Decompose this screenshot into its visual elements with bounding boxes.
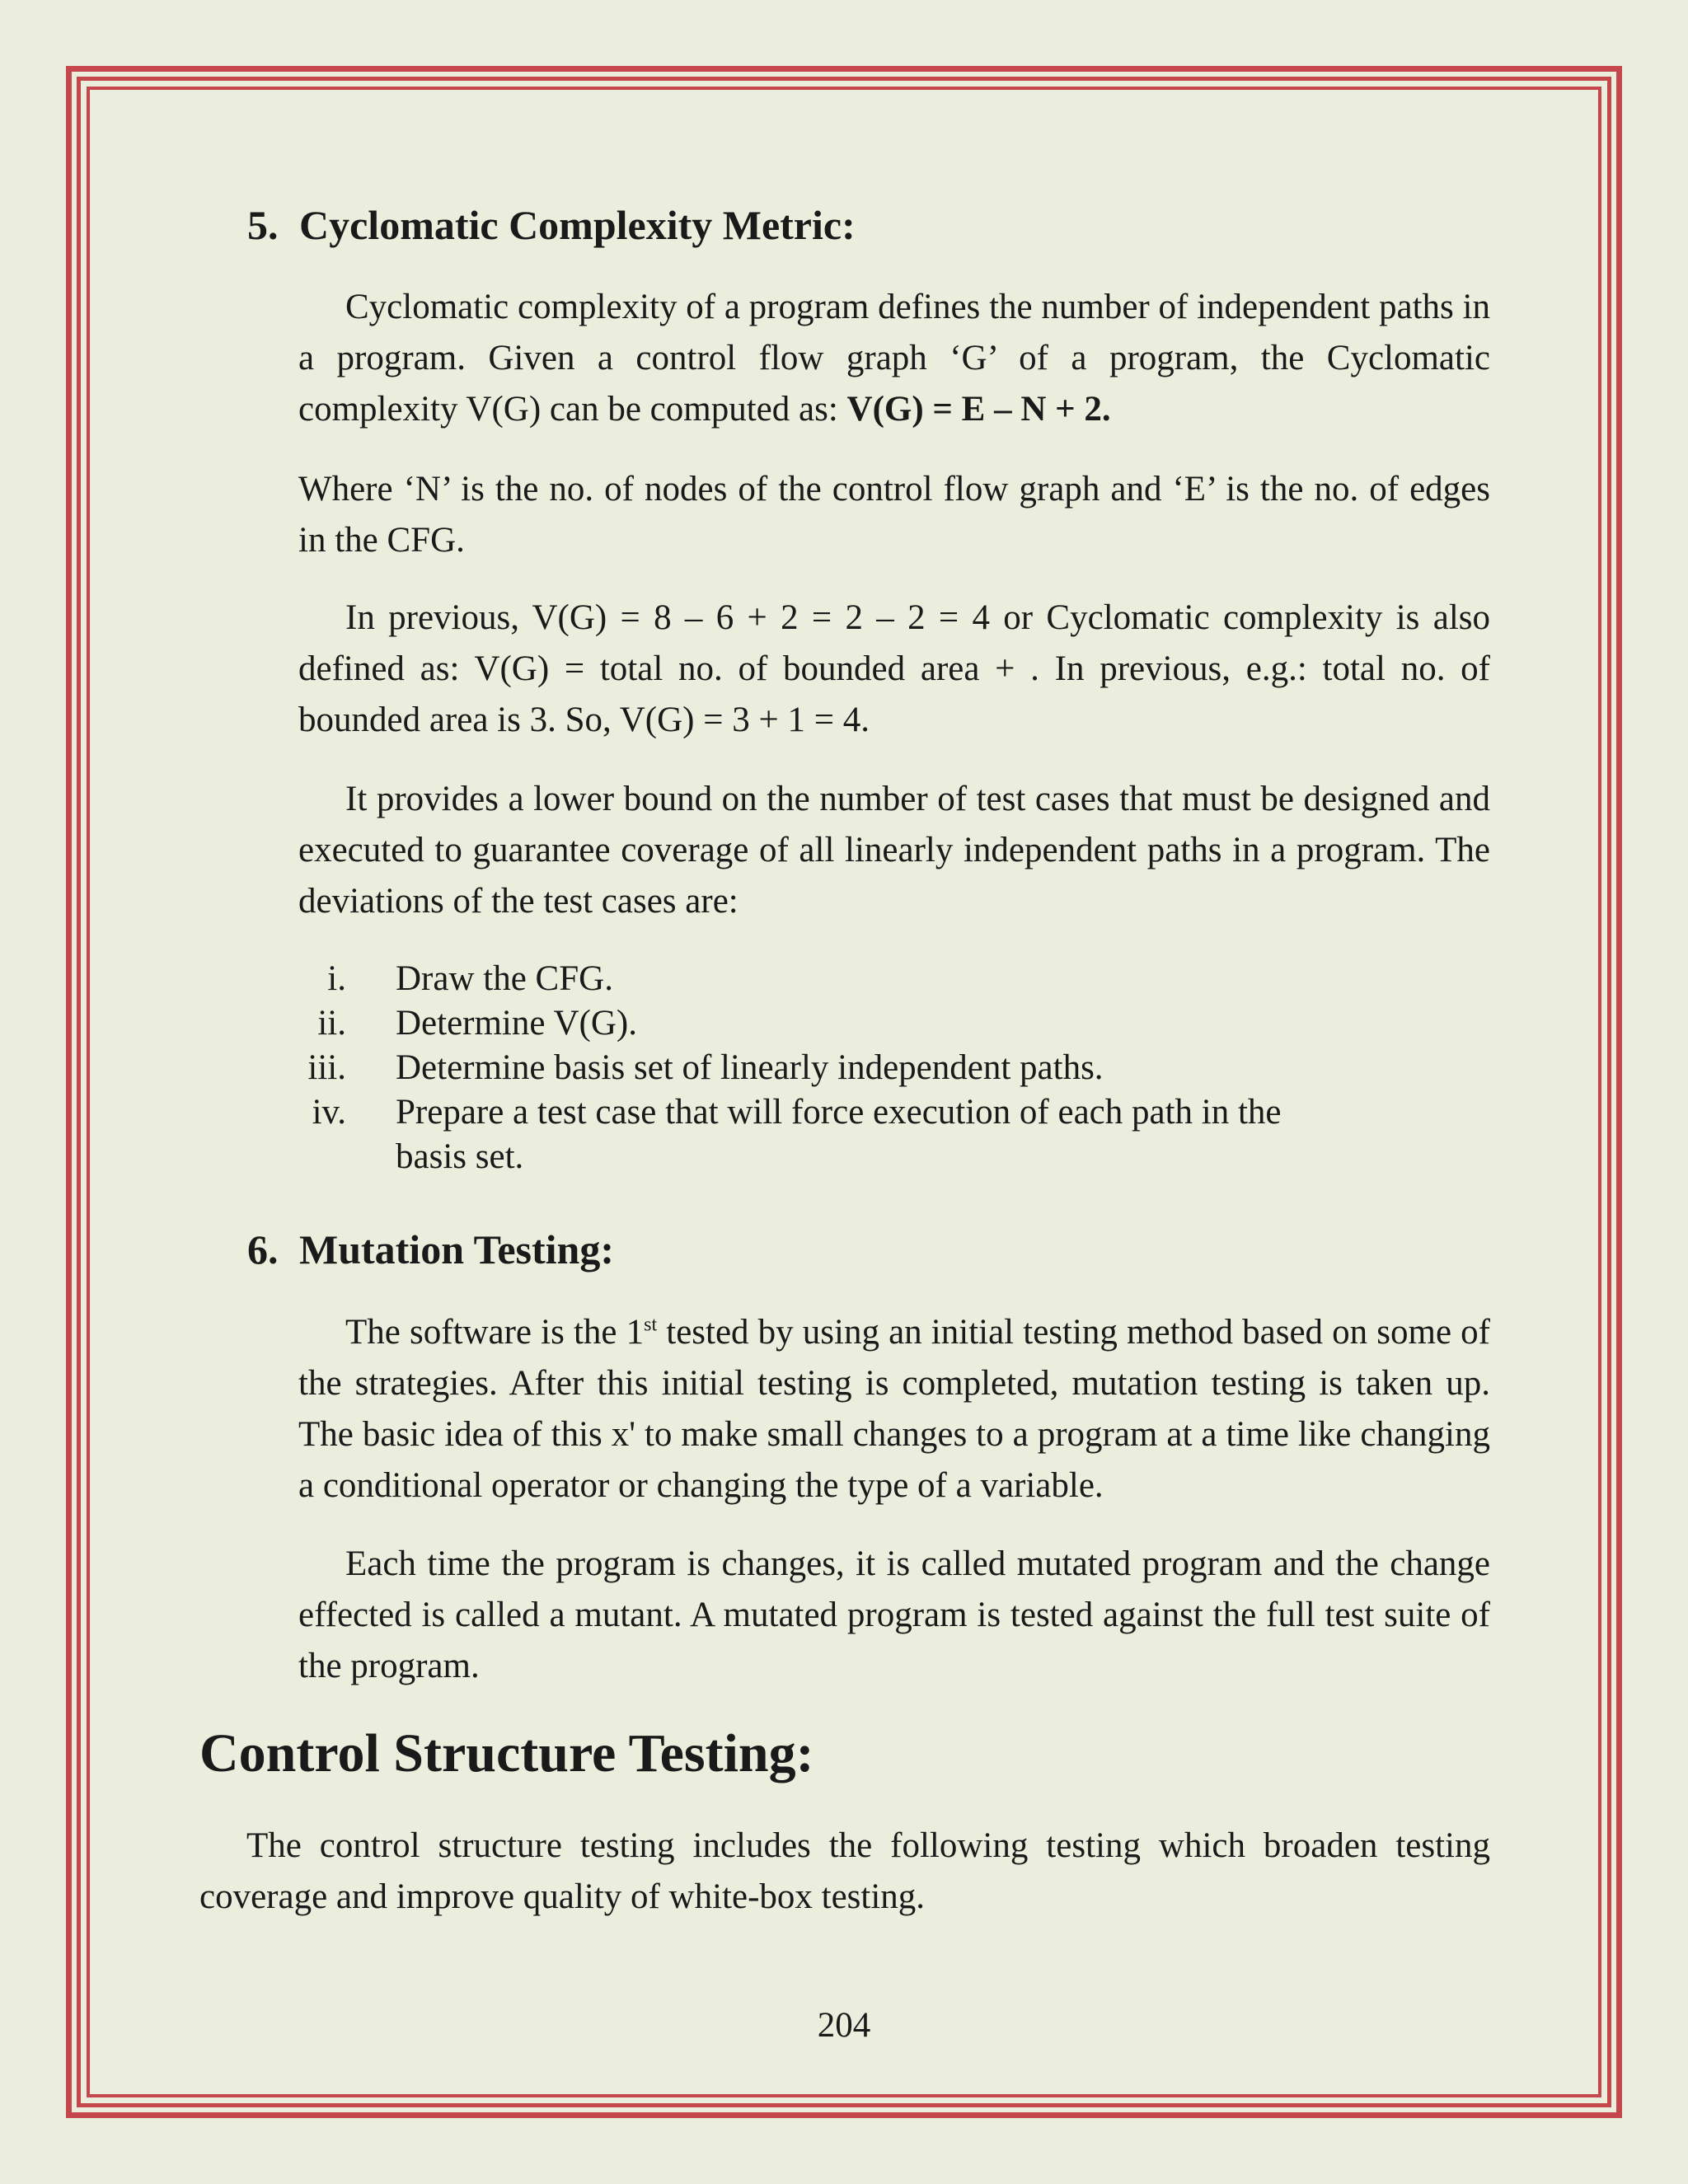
section-6-number: 6. [247, 1226, 279, 1272]
list-item [247, 1046, 1490, 1090]
section-5-paragraph-1 [298, 282, 1490, 435]
list-item [247, 1001, 1490, 1046]
cyclomatic-formula: V(G) = E – N + 2. [846, 390, 1111, 429]
page-number: 204 [817, 2006, 871, 2045]
list-item-marker: iv. [312, 1093, 346, 1132]
list-item-marker: iii. [307, 1048, 346, 1087]
list-item-text: Prepare a test case that will force execution of each path in the basis set. [396, 1093, 1282, 1176]
list-item-marker: i. [327, 959, 346, 998]
section-6-paragraph-2: Each time the program is changes, it is called mutated program and the change effected is called a mutant. A mutated program is tested against the full test suite of the program. [298, 1544, 1490, 1685]
section-5-heading [247, 200, 1492, 250]
section-5-paragraph-3: In previous, V(G) = 8 – 6 + 2 = 2 – 2 = 4 or Cyclomatic complexity is also defined as: V(G) = total no. of bounded area + . In previous, e.g.: total no. of bounded area is 3. So, V(G) = 3 + 1 = 4. [298, 598, 1490, 739]
control-structure-paragraph: The control structure testing includes the following testing which broaden testing coverage and improve quality of white-box testing. [199, 1826, 1490, 1916]
section-6-heading [247, 1225, 1492, 1274]
section-5-title: Cyclomatic Complexity Metric: [299, 202, 856, 248]
ordinal-superscript: st [644, 1314, 658, 1336]
section-6-paragraph-1 [298, 1307, 1490, 1511]
list-item-marker: ii. [317, 1004, 346, 1043]
list-item-text: Determine basis set of linearly independent paths. [396, 1048, 1104, 1087]
list-item [247, 1090, 1490, 1179]
section-5-number: 5. [247, 202, 279, 248]
list-item-text: Draw the CFG. [396, 959, 613, 998]
control-structure-heading: Control Structure Testing: [199, 1723, 814, 1783]
list-item [247, 957, 1490, 1001]
test-case-steps-list [247, 957, 1490, 1179]
section-5-paragraph-1-text: Cyclomatic complexity of a program defines the number of independent paths in a program. Given a control flow graph ‘G’ of a program, the Cyclomatic complexity V(G) can be computed as: [298, 288, 1490, 429]
section-6-title: Mutation Testing: [299, 1226, 615, 1272]
section-5-paragraph-2: Where ‘N’ is the no. of nodes of the control flow graph and ‘E’ is the no. of edges in the CFG. [298, 470, 1490, 560]
section-6-paragraph-1-start: The software is the 1 [345, 1313, 645, 1352]
list-item-text: Determine V(G). [396, 1004, 637, 1043]
section-5-paragraph-4: It provides a lower bound on the number of test cases that must be designed and executed to guarantee coverage of all linearly independent paths in a program. The deviations of the test cases are: [298, 780, 1490, 921]
section-6-paragraph-1-rest: tested by using an initial testing method based on some of the strategies. After this initial testing is completed, mutation testing is taken up. The basic idea of this x' to make small changes to a program at a time like changing a conditional operator or changing the type of a variable. [298, 1313, 1491, 1505]
